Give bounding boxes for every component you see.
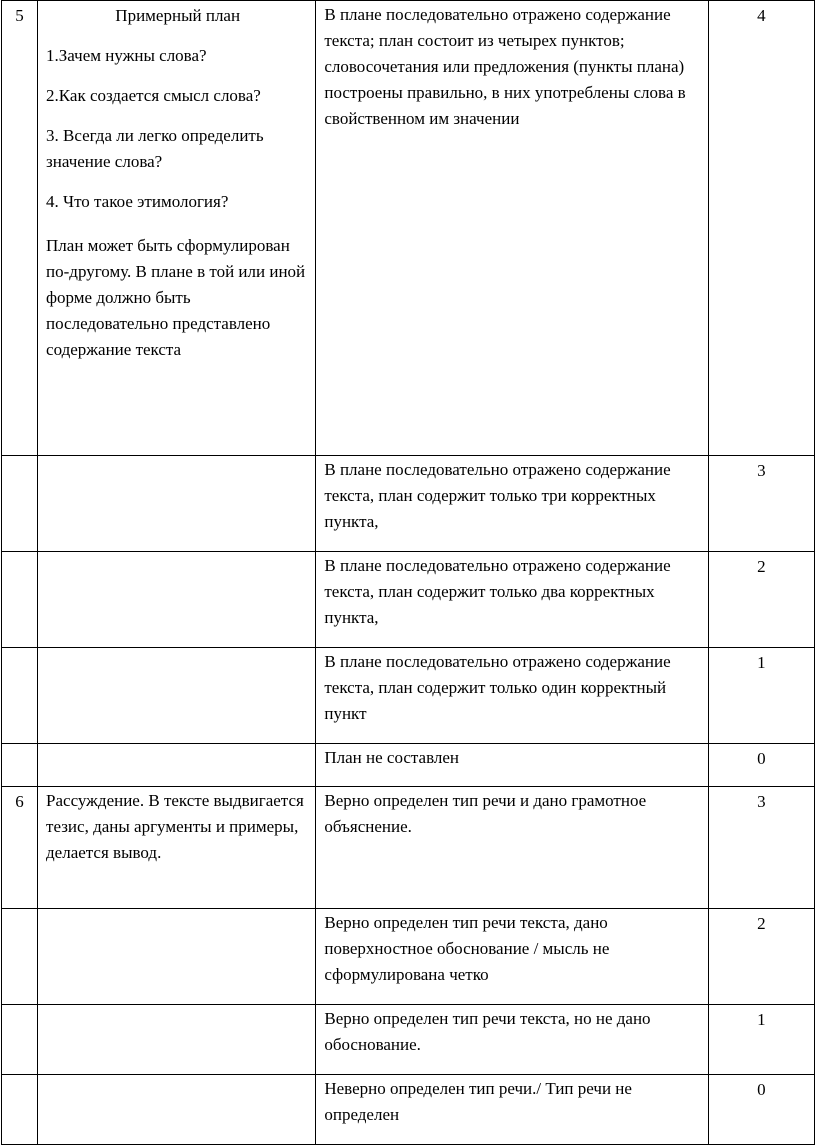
criterion-text: Верно определен тип речи текста, дано поверхностное обоснование / мысль не сформулирована четко: [324, 913, 610, 984]
criterion-text: В плане последовательно отражено содержание текста; план состоит из четырех пунктов; словосочетания или предложения (пункты плана) построены правильно, в них употреблены слова в свойственном им значении: [324, 5, 686, 128]
score-cell: [708, 744, 814, 787]
task-cell: [38, 552, 316, 648]
task-number: [2, 744, 37, 746]
criterion-text: Верно определен тип речи текста, но не дано обоснование.: [324, 1009, 651, 1054]
task-number-cell: [2, 1005, 38, 1075]
score-value: 2: [757, 914, 766, 933]
score-value: 1: [757, 1010, 766, 1029]
table-row: [2, 909, 815, 1005]
score-cell: [708, 1, 814, 456]
score-cell: [708, 552, 814, 648]
task-number: [2, 909, 37, 911]
task-number-cell: [2, 744, 38, 787]
task-cell: [38, 909, 316, 1005]
score-value: 3: [757, 461, 766, 480]
criterion-cell: [316, 1, 708, 456]
task-cell: [38, 456, 316, 552]
task-cell: [38, 648, 316, 744]
table-row: [2, 1, 815, 456]
task-number-cell: [2, 909, 38, 1005]
criterion-cell: [316, 456, 708, 552]
criterion-text: Верно определен тип речи и дано грамотное объяснение.: [324, 791, 647, 836]
score-cell: [708, 909, 814, 1005]
task-number: [2, 1005, 37, 1007]
criterion-cell: [316, 1005, 708, 1075]
plan-item: 1.Зачем нужны слова?: [46, 46, 207, 65]
task-text: Рассуждение. В тексте выдвигается тезис, даны аргументы и примеры, делается вывод.: [46, 791, 304, 862]
criterion-cell: [316, 1075, 708, 1145]
criterion-cell: [316, 552, 708, 648]
task-title: Примерный план: [115, 6, 241, 25]
task-number-cell: [2, 1, 38, 456]
task-number-cell: [2, 787, 38, 909]
plan-item: 3. Всегда ли легко определить значение слова?: [46, 126, 264, 171]
score-cell: [708, 1005, 814, 1075]
table-row: [2, 1075, 815, 1145]
plan-item: 2.Как создается смысл слова?: [46, 86, 261, 105]
criterion-cell: [316, 787, 708, 909]
task-number-cell: [2, 1075, 38, 1145]
task-cell: [38, 1075, 316, 1145]
task-number: [2, 648, 37, 650]
score-value: 0: [757, 749, 766, 768]
task-number: [2, 1075, 37, 1077]
criterion-cell: [316, 648, 708, 744]
table-row: [2, 744, 815, 787]
criterion-text: В плане последовательно отражено содержание текста, план содержит только один корректный пункт: [324, 652, 671, 723]
score-value: 2: [757, 557, 766, 576]
score-value: 4: [757, 6, 766, 25]
criterion-text: План не составлен: [324, 748, 460, 767]
grading-table: [1, 0, 815, 1145]
criterion-text: Неверно определен тип речи./ Тип речи не определен: [324, 1079, 632, 1124]
task-number: [2, 456, 37, 458]
task-cell: [38, 787, 316, 909]
task-cell: [38, 1, 316, 456]
table-row: [2, 1005, 815, 1075]
score-value: 1: [757, 653, 766, 672]
task-number: [2, 552, 37, 554]
score-value: 3: [757, 792, 766, 811]
table-row: [2, 456, 815, 552]
task-number-cell: [2, 648, 38, 744]
plan-item: 4. Что такое этимология?: [46, 192, 229, 211]
task-note: План может быть сформулирован по-другому. В плане в той или иной форме должно быть последовательно представлено содержание текста: [46, 236, 306, 359]
criterion-text: В плане последовательно отражено содержание текста, план содержит только два корректных пункта,: [324, 556, 671, 627]
task-cell: [38, 1005, 316, 1075]
task-cell: [38, 744, 316, 787]
task-number-cell: [2, 552, 38, 648]
table-row: [2, 787, 815, 909]
criterion-cell: [316, 744, 708, 787]
table-row: [2, 648, 815, 744]
plan-list: [46, 43, 309, 215]
task-number: 6: [15, 792, 24, 811]
criterion-text: В плане последовательно отражено содержание текста, план содержит только три корректных пункта,: [324, 460, 671, 531]
task-number: 5: [15, 6, 24, 25]
task-number-cell: [2, 456, 38, 552]
score-cell: [708, 456, 814, 552]
score-cell: [708, 648, 814, 744]
criterion-cell: [316, 909, 708, 1005]
score-cell: [708, 1075, 814, 1145]
score-cell: [708, 787, 814, 909]
table-row: [2, 552, 815, 648]
score-value: 0: [757, 1080, 766, 1099]
